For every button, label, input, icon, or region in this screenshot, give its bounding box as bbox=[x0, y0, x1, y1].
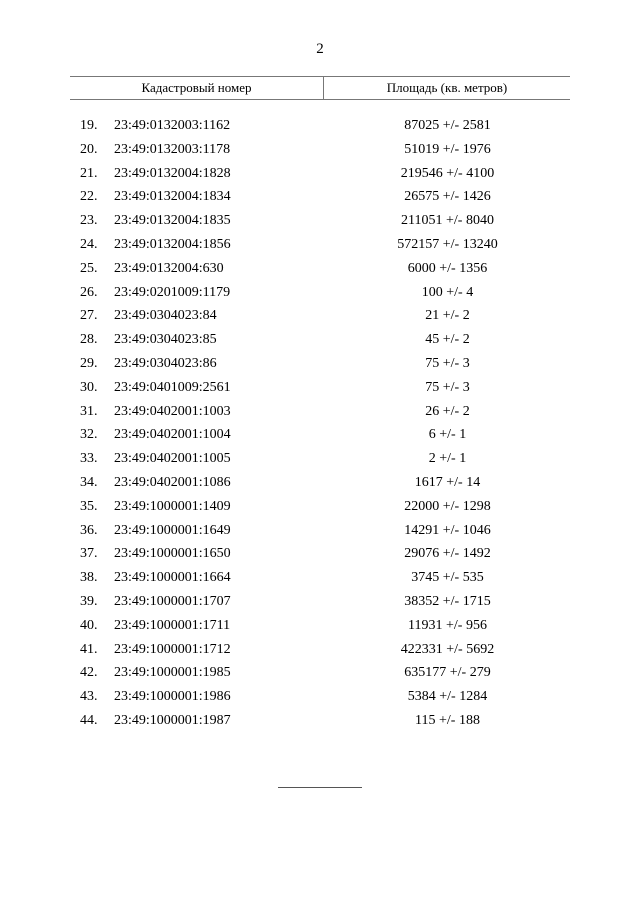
table-row bbox=[0, 471, 640, 495]
cadastral-number: 23:49:1000001:1409 bbox=[114, 498, 231, 514]
header-area: Площадь (кв. метров) bbox=[386, 80, 508, 95]
table-row bbox=[0, 709, 640, 733]
row-number: 37. bbox=[80, 546, 98, 562]
row-number: 30. bbox=[80, 379, 98, 395]
table-row bbox=[0, 519, 640, 543]
cadastral-number: 23:49:1000001:1650 bbox=[114, 546, 231, 562]
row-number: 40. bbox=[80, 617, 98, 633]
row-number: 20. bbox=[80, 141, 98, 157]
row-number: 34. bbox=[80, 474, 98, 490]
cadastral-number: 23:49:0132003:1178 bbox=[114, 141, 231, 157]
cadastral-number: 23:49:0304023:85 bbox=[114, 332, 217, 348]
area-value: 29076 +/- 1492 bbox=[404, 546, 491, 562]
area-value: 51019 +/- 1976 bbox=[404, 141, 491, 157]
cadastral-number: 23:49:0132003:1162 bbox=[114, 118, 231, 133]
area-value: 100 +/- 4 bbox=[421, 284, 474, 300]
row-number: 24. bbox=[80, 236, 98, 252]
row-number: 43. bbox=[80, 689, 98, 705]
area-value: 75 +/- 3 bbox=[425, 355, 470, 371]
row-number: 44. bbox=[80, 712, 98, 728]
cadastral-number: 23:49:0402001:1005 bbox=[114, 451, 231, 467]
row-number: 36. bbox=[80, 522, 98, 538]
cadastral-number: 23:49:0402001:1004 bbox=[114, 427, 231, 443]
row-number: 19. bbox=[80, 118, 98, 133]
area-value: 14291 +/- 1046 bbox=[404, 522, 491, 538]
row-number: 25. bbox=[80, 260, 98, 276]
area-value: 22000 +/- 1298 bbox=[404, 498, 491, 514]
table-row bbox=[0, 400, 640, 424]
cadastral-number: 23:49:1000001:1986 bbox=[114, 689, 231, 705]
area-value: 6000 +/- 1356 bbox=[407, 260, 488, 276]
table-row bbox=[0, 423, 640, 447]
row-number: 28. bbox=[80, 332, 98, 348]
table-row bbox=[0, 566, 640, 590]
table-row bbox=[0, 685, 640, 709]
table-row bbox=[0, 185, 640, 209]
cadastral-number: 23:49:1000001:1985 bbox=[114, 665, 231, 681]
table-row bbox=[0, 661, 640, 685]
area-value: 1617 +/- 14 bbox=[414, 474, 481, 490]
row-number: 21. bbox=[80, 165, 98, 181]
row-number: 42. bbox=[80, 665, 98, 681]
table-row bbox=[0, 233, 640, 257]
area-value: 3745 +/- 535 bbox=[411, 570, 484, 586]
table-row bbox=[0, 281, 640, 305]
row-number: 29. bbox=[80, 355, 98, 371]
area-value: 219546 +/- 4100 bbox=[400, 165, 495, 181]
table-row bbox=[0, 495, 640, 519]
cadastral-number: 23:49:0132004:630 bbox=[114, 260, 224, 276]
cadastral-number: 23:49:0402001:1086 bbox=[114, 474, 231, 490]
table-body bbox=[0, 114, 640, 733]
cadastral-number: 23:49:0402001:1003 bbox=[114, 403, 231, 419]
row-number: 38. bbox=[80, 570, 98, 586]
row-number: 35. bbox=[80, 498, 98, 514]
table-row bbox=[0, 138, 640, 162]
table-row bbox=[0, 542, 640, 566]
cadastral-number: 23:49:0132004:1834 bbox=[114, 189, 231, 205]
table-row bbox=[0, 162, 640, 186]
area-value: 87025 +/- 2581 bbox=[404, 118, 491, 133]
area-value: 26 +/- 2 bbox=[425, 403, 470, 419]
page-number: 2 bbox=[316, 41, 324, 57]
cadastral-number: 23:49:0201009:1179 bbox=[114, 284, 231, 300]
area-value: 635177 +/- 279 bbox=[404, 665, 491, 681]
cadastral-number: 23:49:0401009:2561 bbox=[114, 379, 231, 395]
area-value: 115 +/- 188 bbox=[415, 712, 480, 728]
table-row bbox=[0, 257, 640, 281]
table-row bbox=[0, 638, 640, 662]
table-row bbox=[0, 304, 640, 328]
row-number: 27. bbox=[80, 308, 98, 324]
row-number: 31. bbox=[80, 403, 98, 419]
cadastral-number: 23:49:0304023:84 bbox=[114, 308, 217, 324]
cadastral-number: 23:49:0132004:1828 bbox=[114, 165, 231, 181]
row-number: 41. bbox=[80, 641, 98, 657]
area-value: 11931 +/- 956 bbox=[408, 617, 487, 633]
area-value: 45 +/- 2 bbox=[425, 332, 470, 348]
row-number: 39. bbox=[80, 593, 98, 609]
cadastral-number: 23:49:1000001:1707 bbox=[114, 593, 231, 609]
table-header bbox=[70, 76, 570, 100]
area-value: 26575 +/- 1426 bbox=[404, 189, 491, 205]
cadastral-number: 23:49:0132004:1835 bbox=[114, 213, 231, 229]
table-row bbox=[0, 447, 640, 471]
cadastral-number: 23:49:1000001:1711 bbox=[114, 617, 231, 633]
header-cadastral-number: Кадастровый номер bbox=[70, 77, 324, 99]
cadastral-number: 23:49:1000001:1664 bbox=[114, 570, 231, 586]
table-row bbox=[0, 114, 640, 138]
area-value: 422331 +/- 5692 bbox=[400, 641, 495, 657]
area-value: 5384 +/- 1284 bbox=[407, 689, 488, 705]
table-row bbox=[0, 376, 640, 400]
cadastral-number: 23:49:1000001:1987 bbox=[114, 712, 231, 728]
area-value: 38352 +/- 1715 bbox=[404, 593, 491, 609]
row-number: 32. bbox=[80, 427, 98, 443]
row-number: 22. bbox=[80, 189, 98, 205]
cadastral-number: 23:49:1000001:1712 bbox=[114, 641, 231, 657]
end-divider bbox=[278, 787, 362, 788]
table-row bbox=[0, 614, 640, 638]
table-row bbox=[0, 328, 640, 352]
cadastral-number: 23:49:0304023:86 bbox=[114, 355, 217, 371]
table-row bbox=[0, 590, 640, 614]
row-number: 33. bbox=[80, 451, 98, 467]
row-number: 23. bbox=[80, 213, 98, 229]
cadastral-number: 23:49:0132004:1856 bbox=[114, 236, 231, 252]
cadastral-number: 23:49:1000001:1649 bbox=[114, 522, 231, 538]
area-value: 572157 +/- 13240 bbox=[397, 236, 498, 252]
area-value: 6 +/- 1 bbox=[428, 427, 467, 443]
row-number: 26. bbox=[80, 284, 98, 300]
area-value: 21 +/- 2 bbox=[425, 308, 470, 324]
table-row bbox=[0, 209, 640, 233]
area-value: 211051 +/- 8040 bbox=[401, 213, 494, 229]
area-value: 75 +/- 3 bbox=[425, 379, 470, 395]
area-value: 2 +/- 1 bbox=[428, 451, 467, 467]
table-row bbox=[0, 352, 640, 376]
